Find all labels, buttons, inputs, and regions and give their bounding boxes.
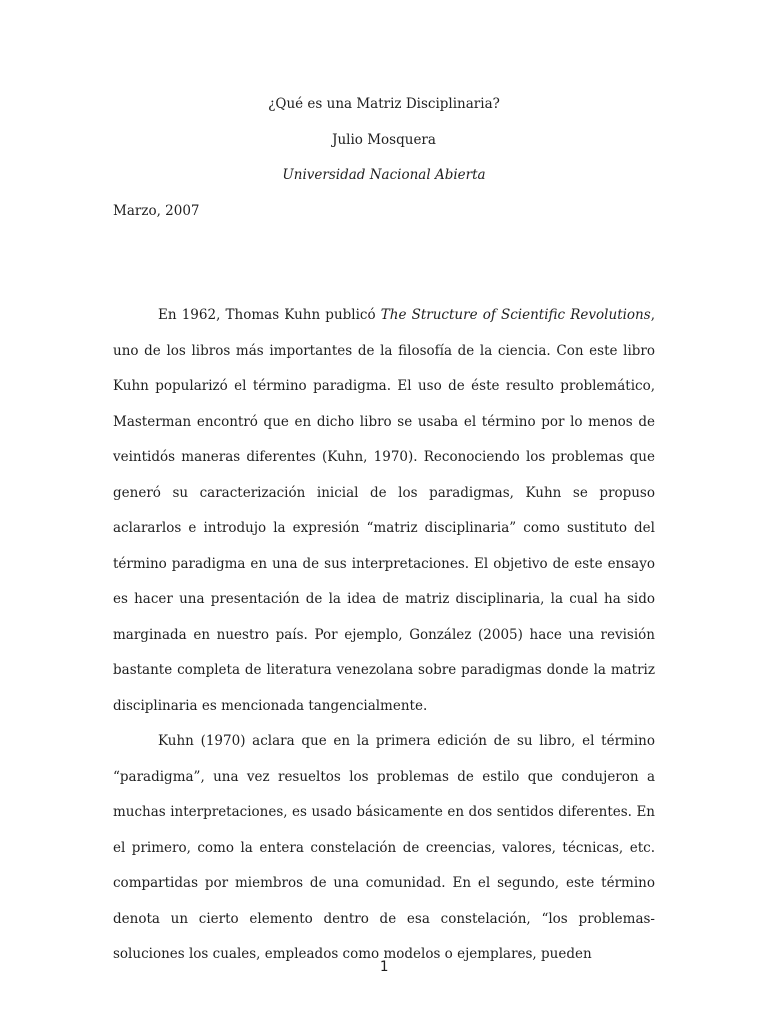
paragraph-1-rest: , uno de los libros más importantes de la filosofía de la ciencia. Con este libro Kuhn popularizó el término paradigma. El uso de éste resulto problemático, Masterman encontró que en dicho libro se usaba el término por lo menos de veintidós maneras diferentes (Kuhn, 1970). Reconociendo los problemas que generó su caracterización inicial de los paradigmas, Kuhn se propuso aclararlos e introdujo la expresión “matriz disciplinaria” como sustituto del término paradigma en una de sus interpretaciones. El objetivo de este ensayo es hacer una presentación de la idea de matriz disciplinaria, la cual ha sido marginada en nuestro país. Por ejemplo, González (2005) hace una revisión bastante completa de literatura venezolana sobre paradigmas donde la matriz disciplinaria es mencionada tangencialmente. (113, 307, 655, 714)
document-title: ¿Qué es una Matriz Disciplinaria? (268, 96, 500, 112)
paragraph-1-lead: En 1962, Thomas Kuhn publicó (158, 307, 381, 323)
author-name: Julio Mosquera (332, 132, 436, 148)
paragraph-1 (113, 298, 655, 724)
page-number: 1 (379, 959, 389, 975)
book-title: The Structure of Scientific Revolutions (380, 307, 651, 323)
document-date: Marzo, 2007 (113, 203, 200, 219)
body-text (113, 298, 655, 973)
institution-name: Universidad Nacional Abierta (282, 167, 486, 183)
paragraph-2: Kuhn (1970) aclara que en la primera edición de su libro, el término “paradigma”, una vez resueltos los problemas de estilo que condujeron a muchas interpretaciones, es usado básicamente en dos sentidos diferentes. En el primero, como la entera constelación de creencias, valores, técnicas, etc. compartidas por miembros de una comunidad. En el segundo, este término denota un cierto elemento dentro de esa constelación, “los problemas-soluciones los cuales, empleados como modelos o ejemplares, pueden (113, 733, 655, 962)
